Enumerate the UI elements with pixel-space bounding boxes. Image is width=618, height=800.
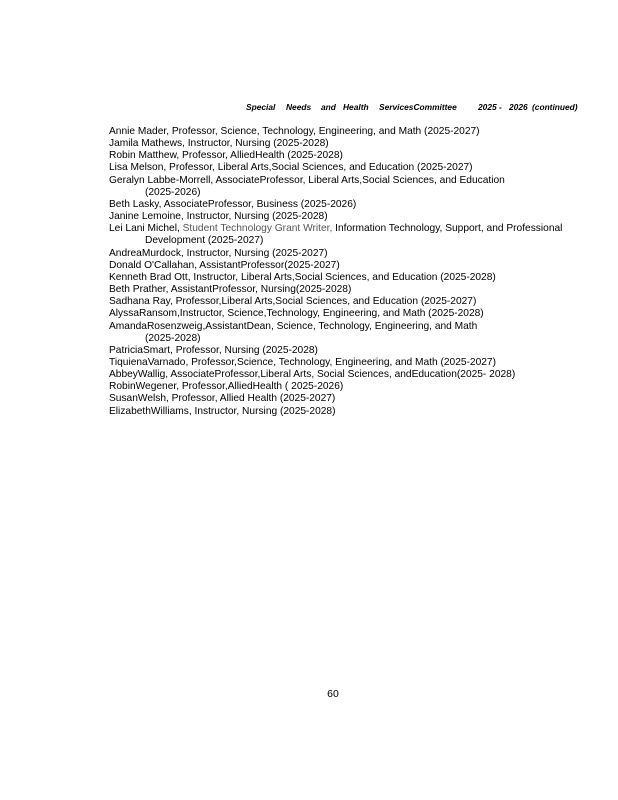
member-entry: PatriciaSmart, Professor, Nursing (2025-2028)	[109, 344, 318, 356]
member-entry: Beth Prather, AssistantProfessor, Nursing(2025-2028)	[109, 284, 352, 296]
member-entry: Beth Lasky, AssociateProfessor, Business (2025-2026)	[109, 198, 357, 210]
member-entry-continuation: Development (2025-2027)	[145, 235, 264, 247]
member-entry: Sadhana Ray, Professor,Liberal Arts,Social Sciences, and Education (2025-2027)	[109, 296, 477, 308]
member-department: Information Technology, Support, and Professional	[332, 223, 563, 235]
running-header	[246, 102, 576, 116]
member-entry: RobinWegener, Professor,AlliedHealth ( 2025-2026)	[109, 381, 344, 393]
member-entry: Lisa Melson, Professor, Liberal Arts,Social Sciences, and Education (2025-2027)	[109, 162, 473, 174]
member-entry: Kenneth Brad Ott, Instructor, Liberal Arts,Social Sciences, and Education (2025-2028)	[109, 271, 496, 283]
member-entry-continuation: (2025-2028)	[145, 332, 201, 344]
member-entry	[109, 223, 599, 235]
member-entry-continuation: (2025-2026)	[145, 186, 201, 198]
page-number: 60	[327, 688, 339, 700]
member-title: Student Technology Grant Writer,	[182, 223, 333, 235]
member-name: Lei Lani Michel,	[109, 223, 183, 235]
member-list	[109, 126, 599, 418]
member-entry: SusanWelsh, Professor, Allied Health (2025-2027)	[109, 393, 336, 405]
member-entry: Annie Mader, Professor, Science, Technology, Engineering, and Math (2025-2027)	[109, 126, 480, 137]
header-year-end: 2026	[509, 102, 528, 112]
header-word-health: Health	[343, 102, 369, 112]
header-word-committee: ServicesCommittee	[379, 102, 457, 112]
member-entry: Donald O'Callahan, AssistantProfessor(2025-2027)	[109, 259, 340, 271]
member-entry: Robin Matthew, Professor, AlliedHealth (2025-2028)	[109, 150, 343, 162]
header-word-needs: Needs	[286, 102, 312, 112]
member-entry: AmandaRosenzweig,AssistantDean, Science, Technology, Engineering, and Math	[109, 320, 478, 332]
header-word-and: and	[321, 102, 336, 112]
member-entry: AndreaMurdock, Instructor, Nursing (2025-2027)	[109, 247, 328, 259]
header-year-start: 2025	[478, 102, 497, 112]
member-entry: Geralyn Labbe-Morrell, AssociateProfessor, Liberal Arts,Social Sciences, and Education	[109, 174, 505, 186]
header-word-special: Special	[246, 102, 276, 112]
member-entry: AlyssaRansom,Instructor, Science,Technology, Engineering, and Math (2025-2028)	[109, 308, 484, 320]
member-entry: TiquienaVarnado, Professor,Science, Technology, Engineering, and Math (2025-2027)	[109, 356, 496, 368]
member-entry: Jamila Mathews, Instructor, Nursing (2025-2028)	[109, 138, 329, 150]
member-entry: ElizabethWilliams, Instructor, Nursing (2025-2028)	[109, 405, 336, 417]
member-entry: Janine Lemoine, Instructor, Nursing (2025-2028)	[109, 211, 328, 223]
header-year-separator: -	[499, 102, 502, 112]
header-continued: (continued)	[532, 102, 578, 112]
member-entry: AbbeyWallig, AssociateProfessor,Liberal Arts, Social Sciences, andEducation(2025- 2028)	[109, 369, 516, 381]
